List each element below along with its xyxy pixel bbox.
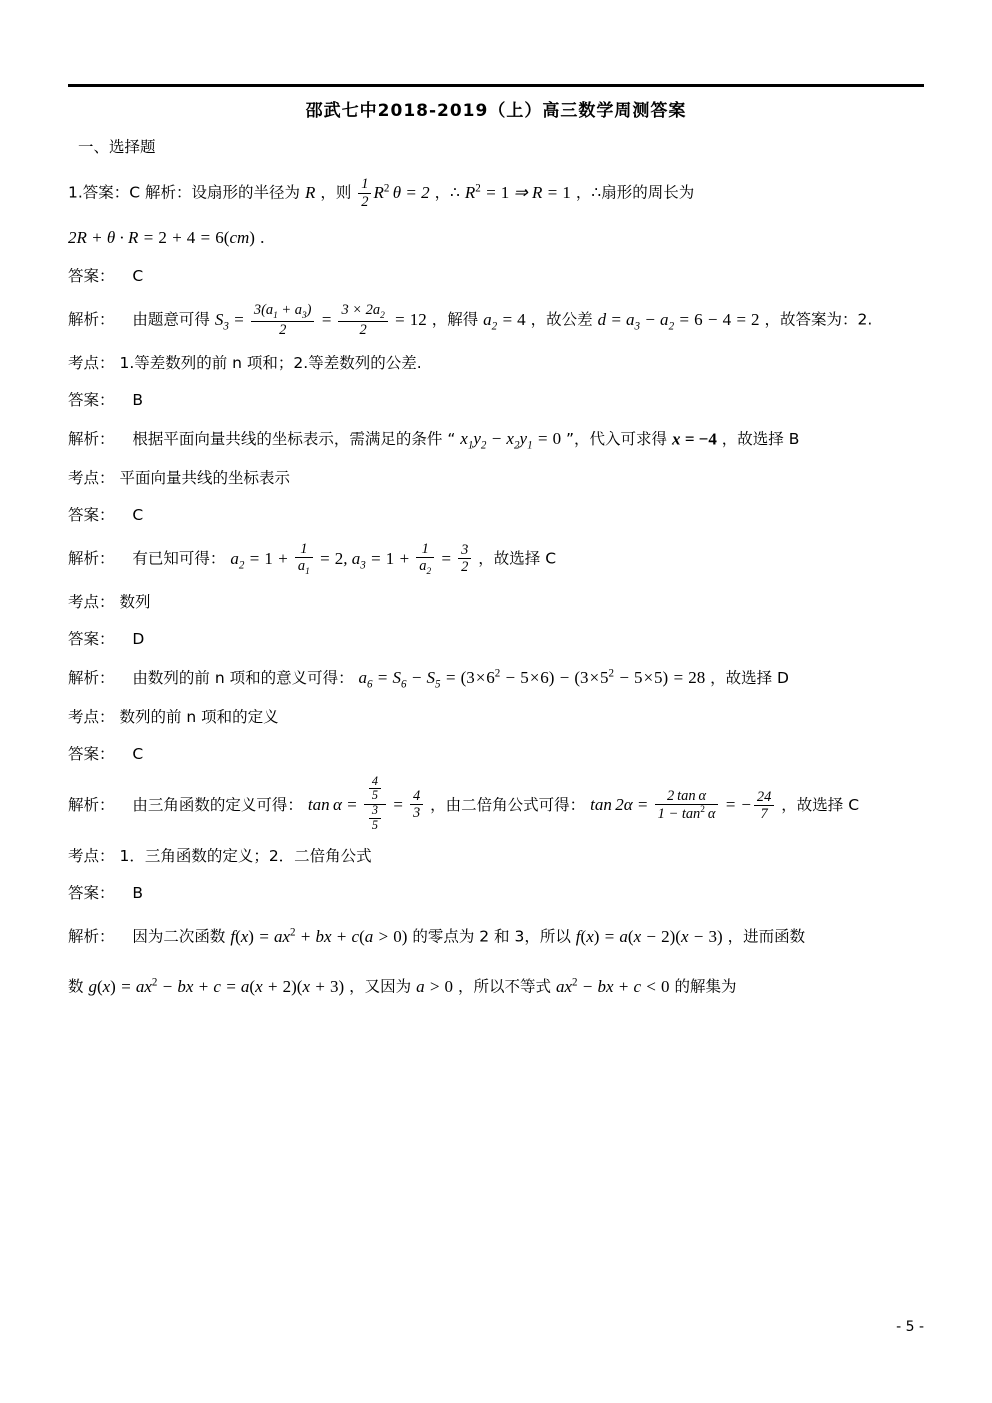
analysis-label-7: 解析： (68, 927, 115, 946)
document-body (68, 135, 924, 1015)
answer-row-3 (68, 385, 924, 416)
analysis-label-6: 解析： (68, 795, 115, 814)
answer-row-7 (68, 878, 924, 909)
q1-math-area: $\frac{1}{2}$ $R^2$ θ = 2 (356, 183, 429, 202)
analysis-math-7b: f(x) = a(x − 2)(x − 3) (575, 926, 723, 946)
analysis-math-7d: a > 0 (416, 976, 454, 996)
analysis-text-6c: ，故选择 C (781, 795, 860, 814)
analysis-math-7e: $ax^2$ − bx + c < 0 (555, 976, 670, 996)
answer-item-1 (68, 171, 924, 215)
answer-label-4: 答案： (68, 505, 115, 524)
q1-math-radius: $R^2 = 1$ ⇒ R = 1 (464, 182, 571, 202)
analysis-text-7g: 的解集为 (674, 977, 737, 996)
answer-row-4 (68, 500, 924, 531)
point-row-4 (68, 587, 924, 618)
analysis-text-2d: ，故答案为：2. (764, 310, 873, 329)
answer-value-3: B (132, 391, 144, 410)
analysis-text-3b: ”，代入可求得 (566, 430, 668, 449)
q1-display-math: 2R + θ · R = 2 + 4 = 6(cm) (68, 228, 255, 248)
analysis-text-7f: ，所以不等式 (457, 977, 551, 996)
analysis-row-4 (68, 537, 924, 581)
answer-label-6: 答案： (68, 744, 115, 763)
answer-value-2: C (132, 267, 144, 286)
analysis-label-2: 解析： (68, 310, 115, 329)
point-label-4: 考点： (68, 593, 115, 612)
analysis-text-7e: ，又因为 (349, 977, 412, 996)
answer-value-5: D (132, 630, 145, 649)
point-label-3: 考点： (68, 468, 115, 487)
analysis-math-7c: $g(x) = ax^2$ − bx + c = a(x + 2)(x + 3) (88, 976, 345, 996)
q1-period: ． (259, 228, 276, 247)
analysis-text-5b: ，故选择 D (710, 668, 789, 687)
q1-end: ，∴扇形的周长为 (575, 183, 695, 202)
point-text-4: 数列 (119, 593, 151, 612)
q1-mid: ，则 (320, 183, 352, 202)
answer-row-5 (68, 624, 924, 655)
analysis-text-7b: 的零点为 2 和 3，所以 (412, 927, 571, 946)
analysis-text-2c: ，故公差 (530, 310, 593, 329)
point-row-6 (68, 841, 924, 872)
q1-math-R: R (304, 183, 316, 202)
analysis-label-4: 解析： (68, 549, 115, 568)
page-number: - 5 - (896, 1319, 924, 1335)
analysis-text-7c: ，进而函数 (727, 927, 806, 946)
answer-value-7: B (132, 883, 144, 902)
analysis-text-3c: ，故选择 B (721, 430, 800, 449)
analysis-text-4a: 有已知可得： (132, 549, 226, 568)
analysis-row-5 (68, 661, 924, 695)
point-label-2: 考点： (68, 354, 115, 373)
answer-row-2 (68, 261, 924, 292)
analysis-math-2b: $a_2 = 4$ (483, 310, 526, 333)
analysis-text-7a: 因为二次函数 (132, 927, 226, 946)
point-row-3 (68, 463, 924, 494)
point-text-5: 数列的前 n 项和的定义 (119, 707, 279, 726)
analysis-text-7-cont: 数 (68, 977, 84, 996)
analysis-row-2 (68, 298, 924, 342)
answer-row-6 (68, 739, 924, 770)
q1-prefix: 1.答案：C 解析：设扇形的半径为 (68, 183, 301, 202)
analysis-math-6a: tan α = $\frac{\frac{4}{5}}{\frac{3}{5}}$ = $\frac{4}{3}$ (308, 795, 425, 814)
point-text-3: 平面向量共线的坐标表示 (119, 468, 290, 487)
analysis-text-5a: 由数列的前 n 项和的意义可得： (132, 668, 354, 687)
point-row-2 (68, 348, 924, 379)
analysis-math-2c: $d = a_3 - a_2 = 6 - 4 = 2$ (597, 310, 760, 333)
answer-label-5: 答案： (68, 630, 115, 649)
analysis-text-2b: ，解得 (431, 310, 479, 329)
analysis-math-7a: $f(x) = ax^2$ + bx + c(a > 0) (230, 925, 408, 946)
answer-label-2: 答案： (68, 267, 115, 286)
analysis-row-7b (68, 965, 924, 1009)
analysis-text-6a: 由三角函数的定义可得： (132, 795, 303, 814)
point-label-6: 考点： (68, 846, 115, 865)
answer-label-3: 答案： (68, 391, 115, 410)
analysis-math-4a: $a_2 = 1$ + $\frac{1}{a_1}$ = 2, $a_3 = 1$ + $\frac{1}{a_2}$ = $\frac{3}{2}$ (230, 549, 473, 568)
answer-value-6: C (132, 744, 144, 763)
analysis-row-3 (68, 422, 924, 456)
analysis-label-3: 解析： (68, 430, 115, 449)
analysis-math-2a: $S_3$ = $\frac{3(a_1 + a_3)}{2}$ = $\frac{3 \times 2a_2}{2}$ = 12 (214, 301, 427, 339)
analysis-text-3a: 根据平面向量共线的坐标表示，需满足的条件 “ (132, 430, 456, 449)
point-text-6: 1．三角函数的定义；2．二倍角公式 (119, 846, 372, 865)
analysis-text-4b: ，故选择 C (478, 549, 557, 568)
section-heading: 一、选择题 (78, 138, 156, 156)
answer-label-7: 答案： (68, 883, 115, 902)
analysis-text-2a: 由题意可得 (132, 310, 210, 329)
answer-value-4: C (132, 505, 144, 524)
analysis-math-6b: tan 2α = $\frac{\text{2 tan α}}{1 - \tan^2 \alpha}$ = − $\frac{24}{7}$ (590, 795, 776, 814)
page-title: 邵武七中2018-2019（上）高三数学周测答案 (305, 101, 687, 121)
analysis-row-7 (68, 915, 924, 959)
point-text-2: 1.等差数列的前 n 项和；2.等差数列的公差. (119, 354, 422, 373)
analysis-row-6 (68, 773, 924, 835)
q1-tail: ，∴ (434, 183, 460, 202)
analysis-label-5: 解析： (68, 668, 115, 687)
analysis-math-5a: $a_6 = S_6 - S_5 = (3\times 6^2 - 5\times 6) - (3\times 5^2 - 5\times 5) = 28$ (358, 667, 706, 691)
analysis-math-3a: $x_1y_2 - x_2y_1 = 0$ (460, 429, 562, 452)
point-row-5 (68, 702, 924, 733)
q1-display-math-row (68, 221, 924, 255)
analysis-math-3b: x = −4 (671, 429, 717, 449)
analysis-text-6b: ，由二倍角公式可得： (430, 795, 586, 814)
point-label-5: 考点： (68, 707, 115, 726)
header-divider (68, 84, 924, 87)
